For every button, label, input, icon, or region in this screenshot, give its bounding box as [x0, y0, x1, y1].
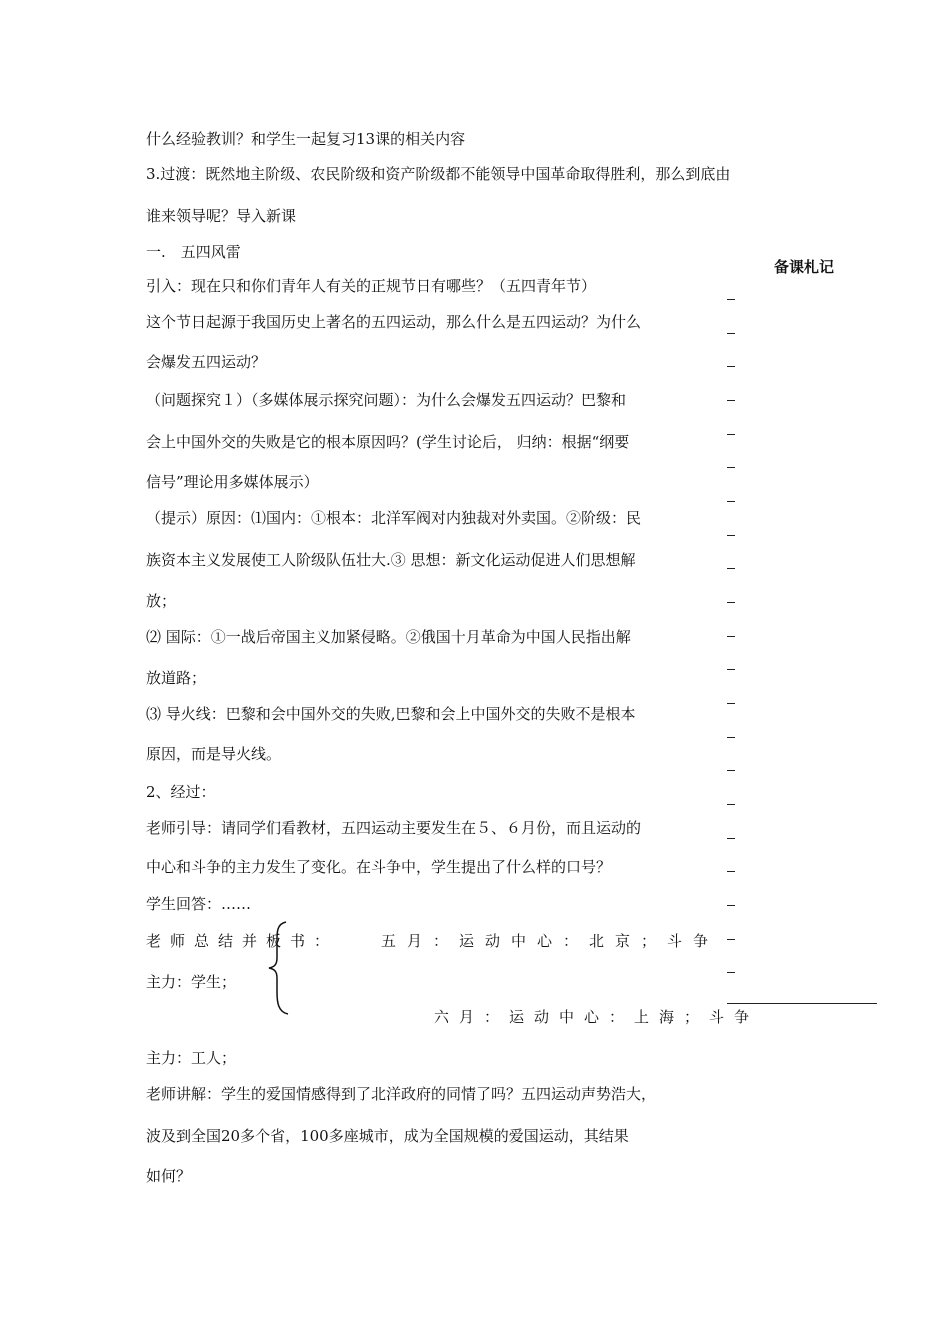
text-line: 这个节日起源于我国历史上著名的五四运动，那么什么是五四运动？为什么	[146, 313, 642, 331]
section-heading: 2、经过：	[146, 783, 216, 801]
text-line: 引入：现在只和你们青年人有关的正规节日有哪些？（五四青年节）	[146, 277, 597, 295]
text-line: 主力：学生；	[146, 973, 237, 991]
text-line: 老师讲解：学生的爱国情感得到了北洋政府的同情了吗？五四运动声势浩大，	[146, 1085, 657, 1103]
text-line: 主力：工人；	[146, 1049, 237, 1067]
text-line: ⑶ 导火线：巴黎和会中国外交的失败,巴黎和会上中国外交的失败不是根本	[146, 705, 636, 723]
note-blank-line	[727, 804, 735, 805]
board-summary-label: 老师总结并板书：	[146, 932, 339, 950]
note-blank-line	[727, 602, 735, 603]
text-line: ⑵ 国际：①一战后帝国主义加紧侵略。②俄国十月革命为中国人民指出解	[146, 628, 631, 646]
text-line: 信号”理论用多媒体展示）	[146, 473, 319, 491]
text-line: 会爆发五四运动？	[146, 353, 267, 371]
board-summary-may: 五月：运动中心：北京；斗争	[381, 932, 720, 950]
note-blank-line	[727, 535, 735, 536]
text-line: 学生回答：……	[146, 895, 252, 913]
text-line: 放道路；	[146, 669, 207, 687]
text-line: 老师引导：请同学们看教材，五四运动主要发生在５、６月份，而且运动的	[146, 819, 642, 837]
curly-brace-icon	[266, 920, 290, 1016]
note-blank-line	[727, 299, 735, 300]
note-blank-line	[727, 366, 735, 367]
text-line: （问题探究１）（多媒体展示探究问题）：为什么会爆发五四运动？巴黎和	[146, 391, 627, 409]
text-line: 波及到全国20多个省，100多座城市，成为全国规模的爱国运动，其结果	[146, 1127, 629, 1145]
note-blank-line	[727, 669, 735, 670]
note-blank-line	[727, 636, 735, 637]
text-line: 3.过渡：既然地主阶级、农民阶级和资产阶级都不能领导中国革命取得胜利，那么到底由	[146, 165, 731, 183]
text-line: 什么经验教训？和学生一起复习13课的相关内容	[146, 130, 466, 148]
lesson-notes-title: 备课札记	[774, 258, 835, 276]
text-line: 族资本主义发展使工人阶级队伍壮大.③ 思想：新文化运动促进人们思想解	[146, 551, 636, 569]
note-blank-line	[727, 972, 735, 973]
note-blank-line	[727, 434, 735, 435]
note-blank-line	[727, 568, 735, 569]
note-blank-line	[727, 501, 735, 502]
note-underline	[727, 1003, 877, 1004]
note-blank-line	[727, 333, 735, 334]
board-summary-june: 六月：运动中心：上海；斗争	[434, 1008, 760, 1026]
note-blank-line	[727, 737, 735, 738]
text-line: 原因，而是导火线。	[146, 745, 282, 763]
section-heading: 一. 五四风雷	[146, 243, 241, 261]
note-blank-line	[727, 939, 735, 940]
text-line: 放；	[146, 592, 177, 610]
note-blank-line	[727, 770, 735, 771]
text-line: 会上中国外交的失败是它的根本原因吗？(学生讨论后， 归纳：根据“纲要	[146, 433, 630, 451]
text-line: 谁来领导呢？导入新课	[146, 207, 297, 225]
text-line: 中心和斗争的主力发生了变化。在斗争中，学生提出了什么样的口号？	[146, 858, 612, 876]
note-blank-line	[727, 467, 735, 468]
note-blank-line	[727, 703, 735, 704]
text-line: （提示）原因：⑴国内：①根本：北洋军阀对内独裁对外卖国。②阶级：民	[146, 509, 642, 527]
text-line: 如何？	[146, 1167, 192, 1185]
note-blank-line	[727, 871, 735, 872]
note-blank-line	[727, 838, 735, 839]
note-blank-line	[727, 400, 735, 401]
note-blank-line	[727, 905, 735, 906]
